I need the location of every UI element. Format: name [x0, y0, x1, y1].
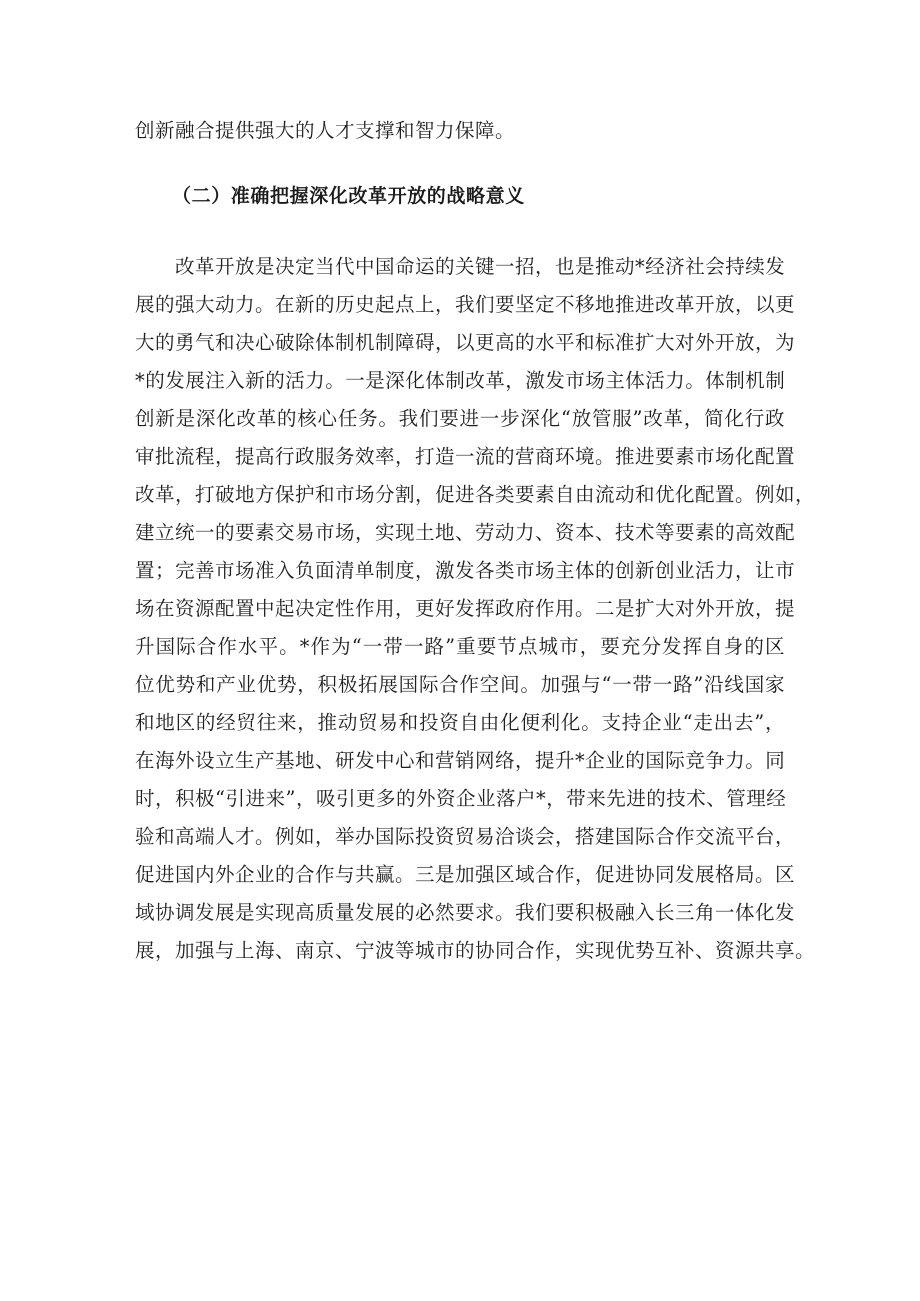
paragraph-line: 域协调发展是实现高质量发展的必然要求。我们要积极融入长三角一体化发: [135, 901, 796, 924]
paragraph-line: 展，加强与上海、南京、宁波等城市的协同合作，实现优势互补、资源共享。: [135, 939, 816, 962]
paragraph-line: *的发展注入新的活力。一是深化体制改革，激发市场主体活力。体制机制: [135, 369, 786, 392]
paragraph-line: 建立统一的要素交易市场，实现土地、劳动力、资本、技术等要素的高效配: [135, 521, 796, 544]
paragraph-line: 大的勇气和决心破除体制机制障碍，以更高的水平和标准扩大对外开放，为: [135, 331, 796, 354]
paragraph-line: 和地区的经贸往来，推动贸易和投资自由化便利化。支持企业“走出去”，: [135, 711, 785, 734]
paragraph-line: 升国际合作水平。*作为“一带一路”重要节点城市，要充分发挥自身的区: [135, 635, 785, 658]
paragraph-line: 时，积极“引进来”，吸引更多的外资企业落户*，带来先进的技术、管理经: [135, 787, 787, 810]
section-heading: （二）准确把握深化改革开放的战略意义: [172, 185, 525, 207]
paragraph-line: 改革，打破地方保护和市场分割，促进各类要素自由流动和优化配置。例如，: [135, 483, 816, 506]
paragraph-line: 场在资源配置中起决定性作用，更好发挥政府作用。二是扩大对外开放，提: [135, 597, 796, 620]
paragraph-line: 促进国内外企业的合作与共赢。三是加强区域合作，促进协同发展格局。区: [135, 863, 796, 886]
paragraph-line: 位优势和产业优势，积极拓展国际合作空间。加强与“一带一路”沿线国家: [135, 673, 785, 696]
paragraph-line: 置；完善市场准入负面清单制度，激发各类市场主体的创新创业活力，让市: [135, 559, 796, 582]
intro-line: 创新融合提供强大的人才支撑和智力保障。: [135, 119, 516, 142]
paragraph-line: 改革开放是决定当代中国命运的关键一招，也是推动*经济社会持续发: [135, 255, 786, 278]
paragraph-line: 验和高端人才。例如，举办国际投资贸易洽谈会，搭建国际合作交流平台，: [135, 825, 796, 848]
paragraph-line: 在海外设立生产基地、研发中心和营销网络，提升*企业的国际竞争力。同: [135, 749, 786, 772]
body-paragraph: [135, 248, 816, 970]
document-body: [135, 112, 816, 970]
paragraph-line: 创新是深化改革的核心任务。我们要进一步深化“放管服”改革，简化行政: [135, 407, 785, 430]
paragraph-line: 展的强大动力。在新的历史起点上，我们要坚定不移地推进改革开放，以更: [135, 293, 796, 316]
paragraph-line: 审批流程，提高行政服务效率，打造一流的营商环境。推进要素市场化配置: [135, 445, 796, 468]
